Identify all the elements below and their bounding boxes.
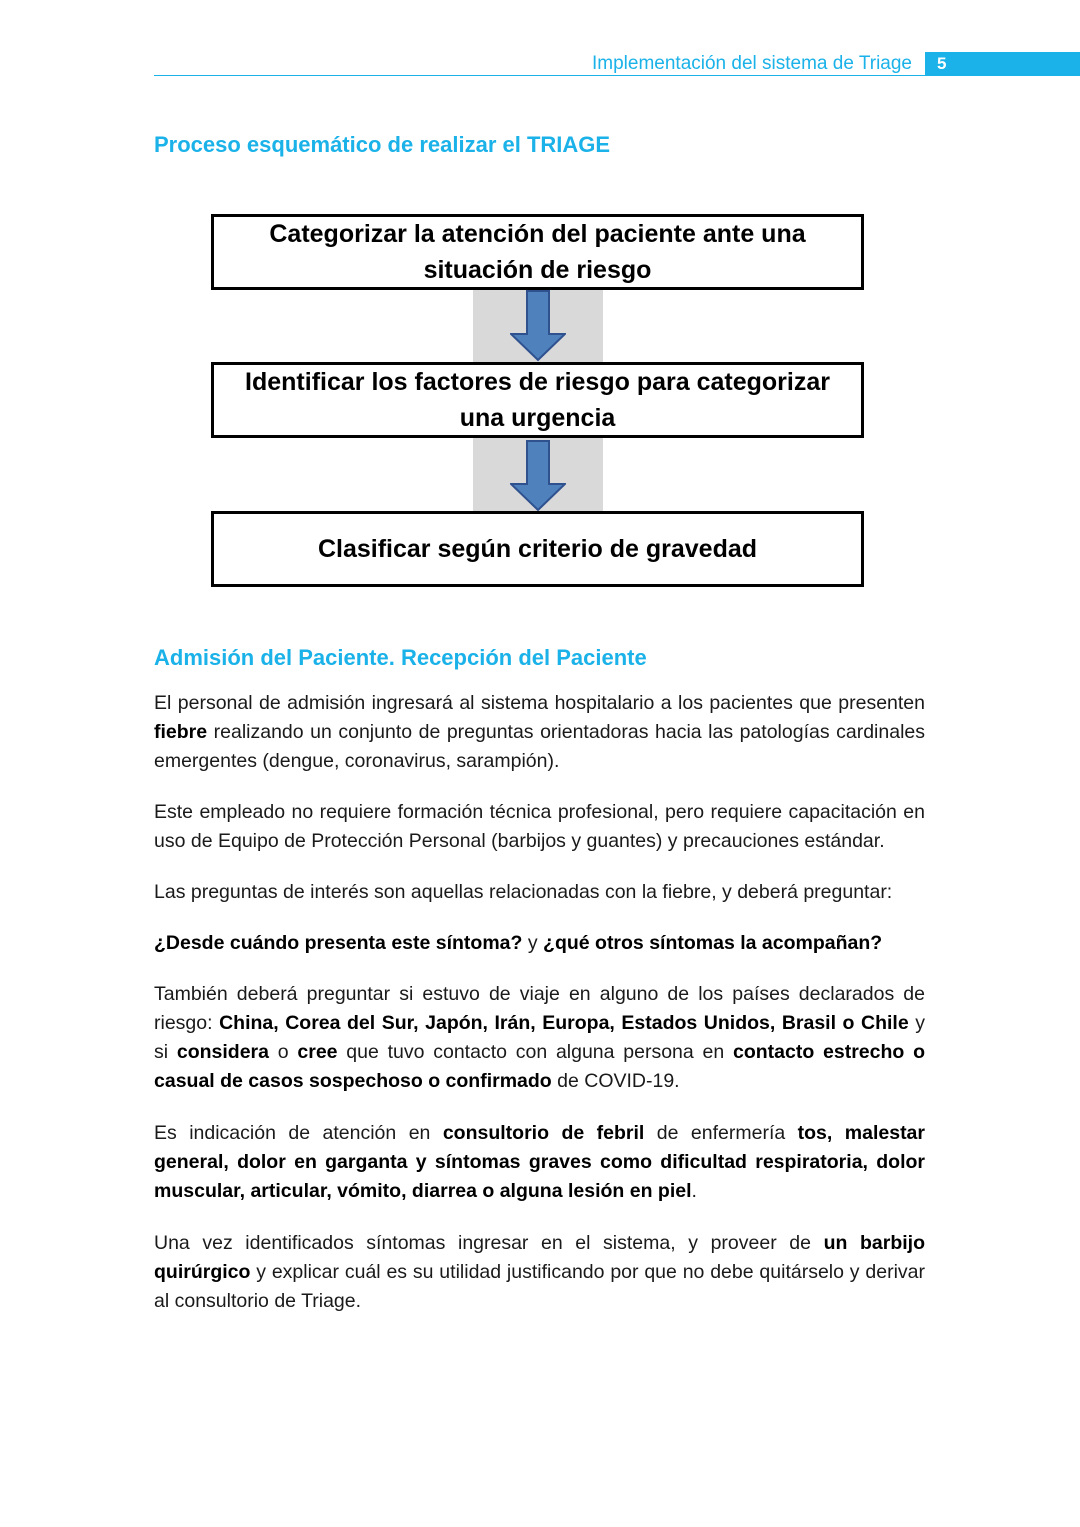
section-heading-proceso: Proceso esquemático de realizar el TRIAGE (154, 132, 611, 157)
flow-step-3-text: Clasificar según criterio de gravedad (317, 535, 758, 563)
paragraph-empleado: Este empleado no requiere formación técnica profesional, pero requiere capacitación en uso de Equipo de Protección Personal (barbijos y guantes) y precauciones estándar. (154, 801, 925, 852)
paragraph-barbijo: Una vez identificados síntomas ingresar en el sistema, y proveer de un barbijo quirúrgico y explicar cuál es su utilidad justificando por que no debe quitárselo y derivar al consultorio de Triage. (154, 1232, 925, 1312)
flow-step-2-box (211, 362, 864, 438)
paragraph-preguntas: Las preguntas de interés son aquellas relacionadas con la fiebre, y deberá preguntar: (154, 881, 893, 903)
flow-step-1-box (211, 214, 864, 290)
running-header-title: Implementación del sistema de Triage (592, 53, 912, 74)
flow-step-2-text: Identificar los factores de riesgo para categorizar una urgencia (245, 368, 830, 432)
down-arrow-icon (510, 440, 566, 512)
paragraph-admision-intro: El personal de admisión ingresará al sistema hospitalario a los pacientes que presenten fiebre realizando un conjunto de preguntas orientadoras hacia las patologías cardinales emergentes (dengue, coronavirus, sarampión). (154, 692, 925, 772)
page-number-badge: 5 (925, 52, 1080, 76)
flow-step-1-text: Categorizar la atención del paciente ante una situación de riesgo (269, 220, 806, 284)
paragraph-questions: ¿Desde cuándo presenta este síntoma? y ¿qué otros síntomas la acompañan? (154, 932, 883, 954)
paragraph-viaje: También deberá preguntar si estuvo de viaje en alguno de los países declarados de riesgo: China, Corea del Sur, Japón, Irán, Europa, Estados Unidos, Brasil o Chile y si considera o cree que tuvo contacto con alguna persona en contacto estrecho o casual de casos sospechoso o confirmado de COVID-19. (154, 983, 926, 1092)
paragraph-consultorio: Es indicación de atención en consultorio de febril de enfermería tos, malestar general, dolor en garganta y síntomas graves como dificultad respiratoria, dolor muscular, articular, vómito, diarrea o alguna lesión en piel. (154, 1122, 925, 1202)
down-arrow-icon (510, 290, 566, 362)
section-heading-admision: Admisión del Paciente. Recepción del Paciente (154, 645, 647, 670)
flow-step-3-box (211, 511, 864, 587)
